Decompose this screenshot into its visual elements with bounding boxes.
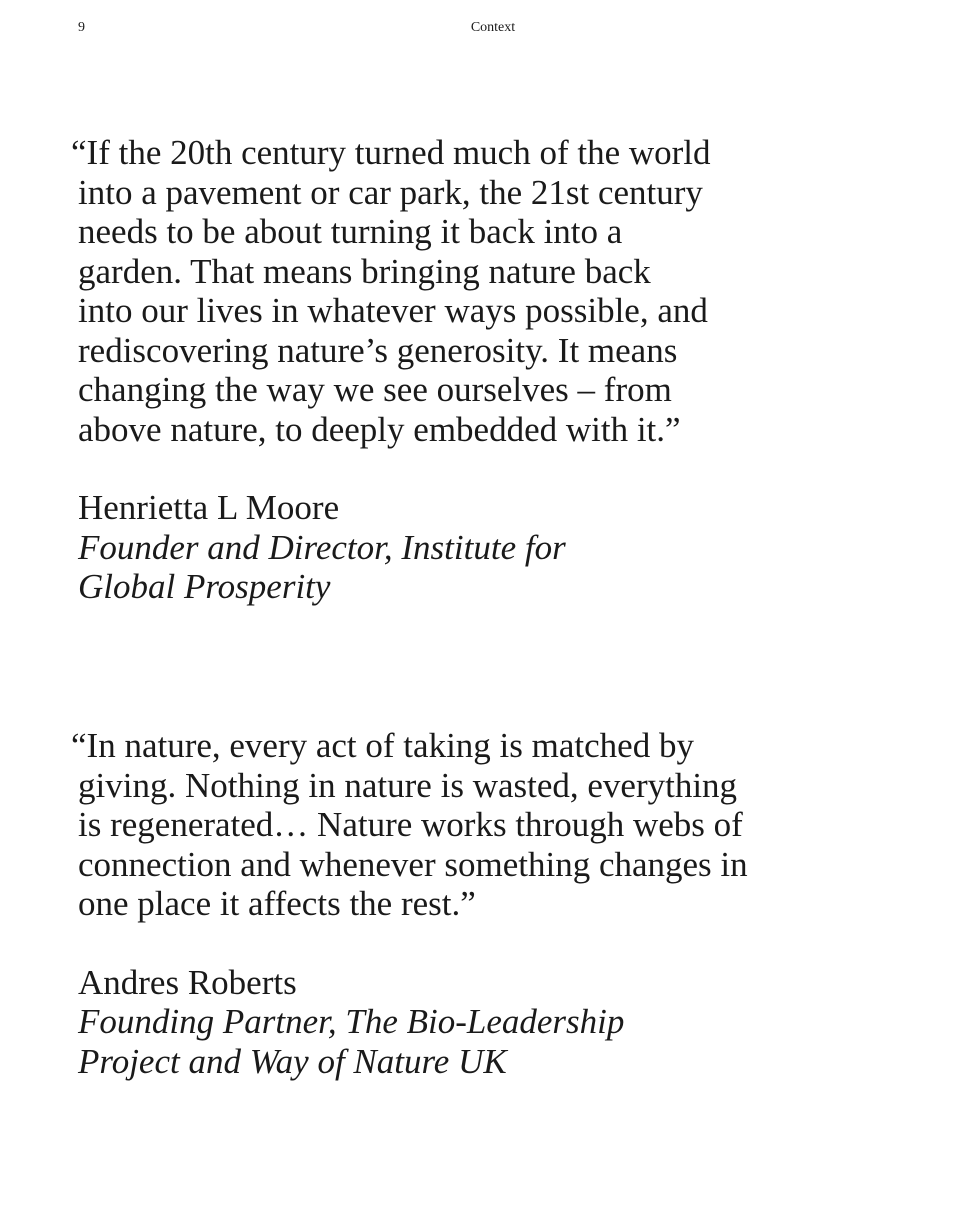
author-name: Henrietta L Moore bbox=[78, 488, 340, 527]
running-head: Context bbox=[470, 20, 516, 35]
quote-text: “In nature, every act of taking is matched by giving. Nothing in nature is wasted, everything is regenerated… Nature works through webs of connection and whenever something changes in one place it affects the rest.” bbox=[71, 726, 748, 923]
attribution bbox=[78, 963, 908, 1082]
quote-block-2 bbox=[71, 726, 908, 1081]
quote-text: “If the 20th century turned much of the world into a pavement or car park, the 21st century needs to be about turning it back into a garden. That means bringing nature back into our lives in whatever ways possible, and rediscovering nature’s generosity. It means changing the way we see ourselves – from above nature, to deeply embedded with it.” bbox=[71, 133, 711, 449]
quote-block-1 bbox=[71, 133, 908, 607]
author-role: Founding Partner, The Bio-Leadership Project and Way of Nature UK bbox=[78, 1002, 625, 1081]
author-role: Founder and Director, Institute for Global Prosperity bbox=[78, 527, 566, 606]
attribution bbox=[78, 488, 908, 607]
page-number: 9 bbox=[78, 20, 85, 35]
author-name: Andres Roberts bbox=[78, 962, 297, 1002]
